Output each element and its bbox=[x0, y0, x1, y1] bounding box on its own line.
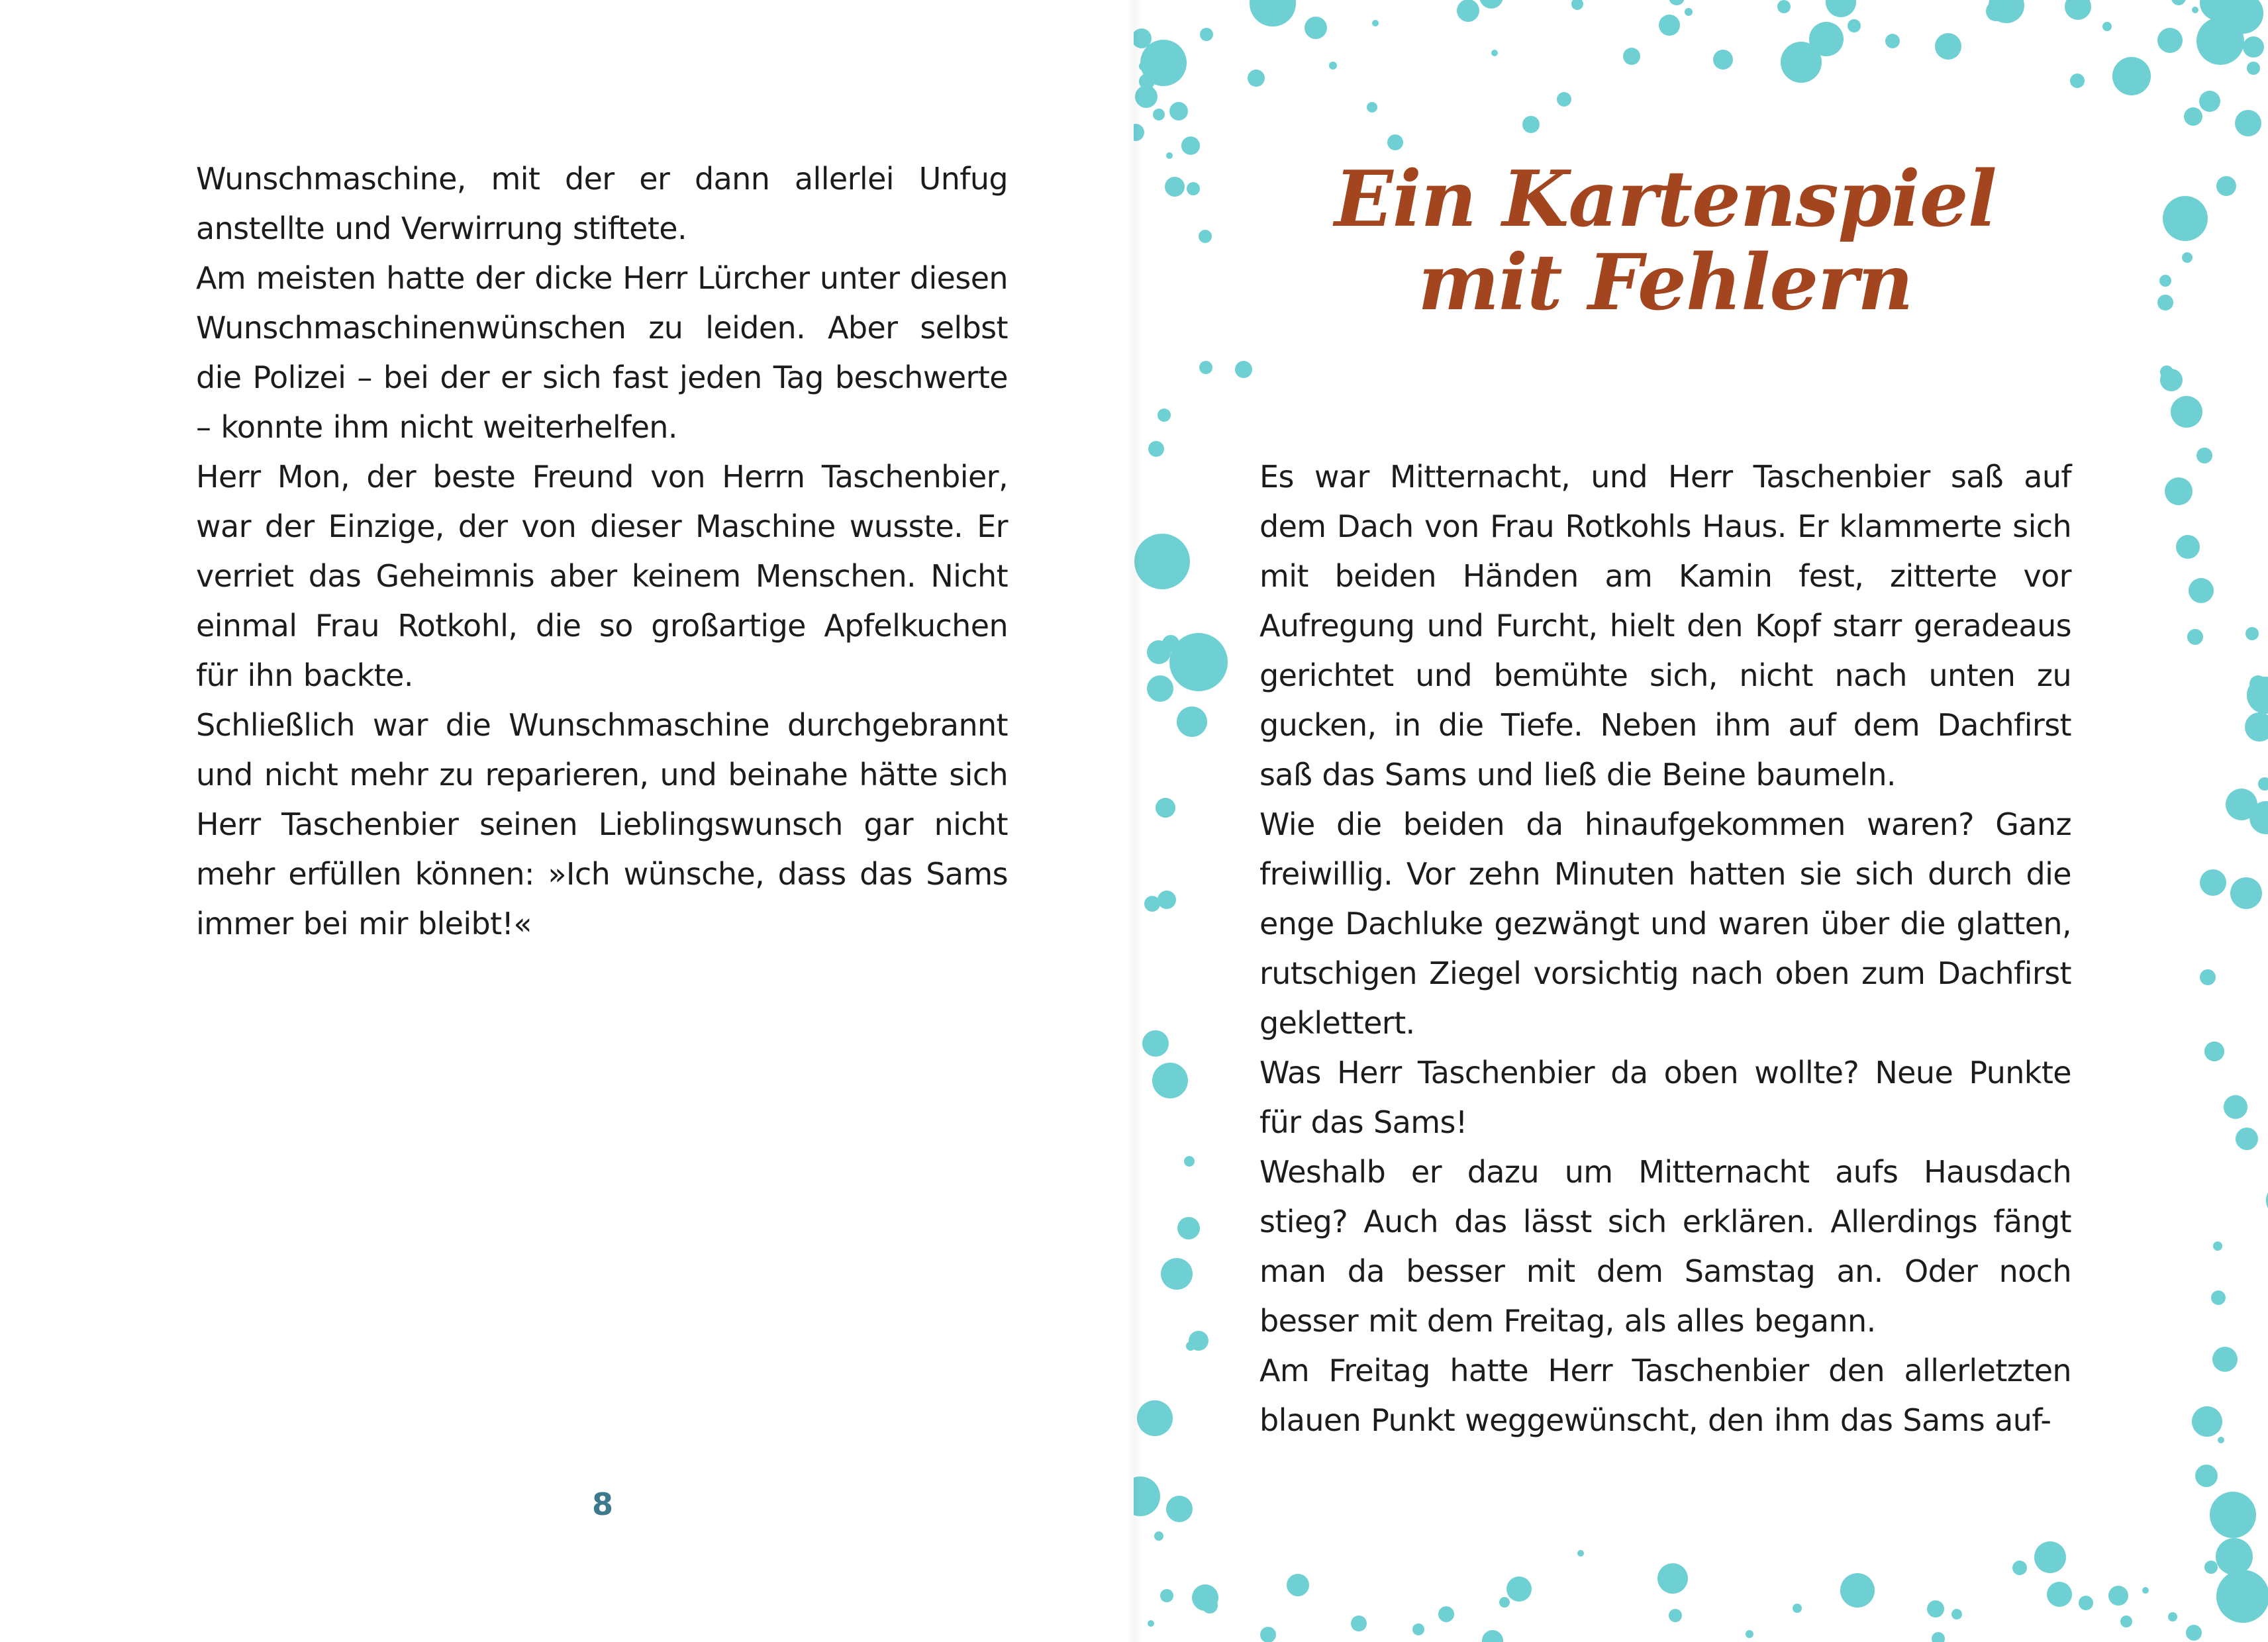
chapter-title-line-1: Ein Kartenspiel bbox=[1334, 154, 1997, 244]
right-paragraph-3: Was Herr Taschenbier da oben wollte? Neue Punkte für das Sams! bbox=[1259, 1055, 2071, 1140]
right-page-text bbox=[1259, 452, 2071, 1445]
page-number: 8 bbox=[591, 1486, 613, 1522]
chapter-title-line-2: mit Fehlern bbox=[1418, 238, 1913, 328]
right-paragraph-2: Wie die beiden da hinaufgekommen waren? Ganz freiwillig. Vor zehn Minuten hatten sie sich durch die enge Dachluke gezwängt und waren über die glatten, rutschigen Ziegel vorsichtig nach oben zum Dachfirst geklettert. bbox=[1259, 806, 2071, 1041]
right-paragraph-4: Weshalb er dazu um Mitternacht aufs Hausdach stieg? Auch das lässt sich erklären. Allerdings fängt man da besser mit dem Samstag an. Oder noch besser mit dem Freitag, als alles begann. bbox=[1259, 1154, 2071, 1339]
book-gutter bbox=[1127, 0, 1142, 1642]
left-paragraph-2: Am meisten hatte der dicke Herr Lürcher unter diesen Wunschmaschinenwünschen zu leiden. Aber selbst die Polizei – bei der er sich fast jeden Tag beschwerte – konnte ihm nicht weiterhelfen. bbox=[196, 260, 1008, 445]
left-paragraph-4: Schließlich war die Wunschmaschine durchgebrannt und nicht mehr zu reparieren, und beinahe hätte sich Herr Taschenbier seinen Lieblingswunsch gar nicht mehr erfüllen können: »Ich wünsche, dass das Sams immer bei mir bleibt!« bbox=[196, 707, 1008, 942]
left-paragraph-3: Herr Mon, der beste Freund von Herrn Taschenbier, war der Einzige, der von dieser Maschine wusste. Er verriet das Geheimnis aber keinem Menschen. Nicht einmal Frau Rotkohl, die so großartige Apfelkuchen für ihn backte. bbox=[196, 459, 1008, 693]
chapter-title bbox=[1291, 154, 2040, 328]
left-page-text bbox=[196, 154, 1008, 949]
right-paragraph-5: Am Freitag hatte Herr Taschenbier den allerletzten blauen Punkt weggewünscht, den ihm das Sams auf- bbox=[1259, 1353, 2071, 1438]
left-paragraph-1: Wunschmaschine, mit der er dann allerlei Unfug anstellte und Verwirrung stiftete. bbox=[196, 161, 1008, 246]
right-paragraph-1: Es war Mitternacht, und Herr Taschenbier saß auf dem Dach von Frau Rotkohls Haus. Er klammerte sich mit beiden Händen am Kamin fest, zitterte vor Aufregung und Furcht, hielt den Kopf starr geradeaus gerichtet und bemühte sich, nicht nach unten zu gucken, in die Tiefe. Neben ihm auf dem Dachfirst saß das Sams und ließ die Beine baumeln. bbox=[1259, 459, 2071, 793]
